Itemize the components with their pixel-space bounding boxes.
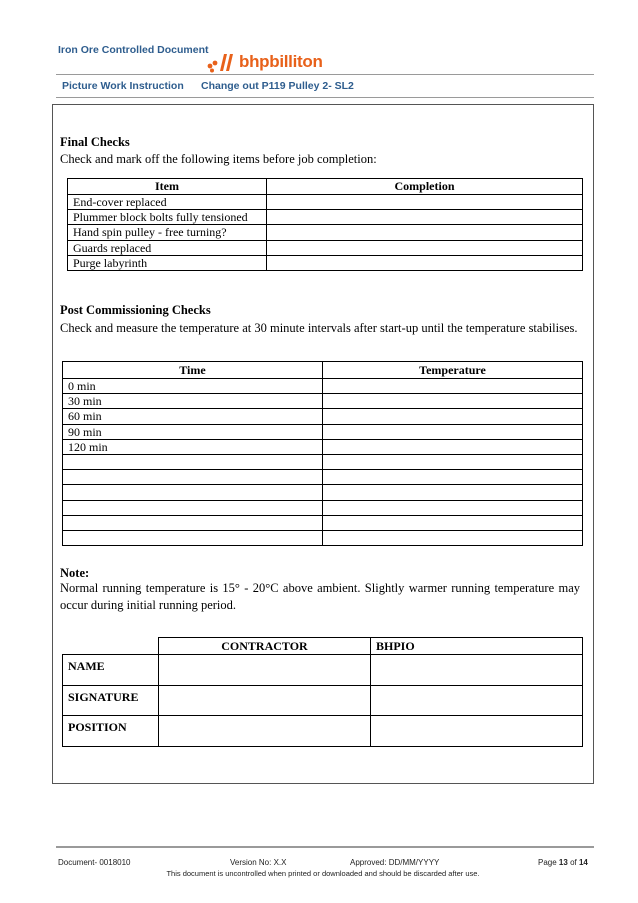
completion-cell[interactable] — [267, 240, 583, 255]
temperature-cell[interactable] — [323, 424, 583, 439]
table-row — [63, 655, 583, 686]
row-label-position: POSITION — [63, 716, 159, 747]
temperature-table — [62, 361, 583, 546]
document-type-label: Picture Work Instruction — [62, 80, 184, 92]
final-checks-table — [67, 178, 583, 271]
table-row — [63, 716, 583, 747]
footer-approved: Approved: DD/MM/YYYY — [350, 858, 440, 867]
time-cell: 30 min — [63, 394, 323, 409]
row-label-signature: SIGNATURE — [63, 685, 159, 716]
footer-page-number — [538, 858, 588, 867]
temperature-cell[interactable] — [323, 485, 583, 500]
table-row — [63, 530, 583, 545]
bhp-billiton-logo — [206, 50, 323, 74]
table-row — [63, 485, 583, 500]
time-cell: 90 min — [63, 424, 323, 439]
table-row — [63, 685, 583, 716]
table-row — [63, 470, 583, 485]
column-header-blank — [63, 638, 159, 655]
column-header-time: Time — [63, 362, 323, 379]
table-row — [63, 424, 583, 439]
controlled-document-label: Iron Ore Controlled Document — [58, 44, 209, 56]
column-header-bhpio: BHPIO — [371, 638, 583, 655]
table-row — [68, 210, 583, 225]
post-commissioning-title: Post Commissioning Checks — [60, 303, 211, 317]
temperature-cell[interactable] — [323, 530, 583, 545]
page-total: 14 — [578, 858, 588, 867]
check-item: Hand spin pulley - free turning? — [68, 225, 267, 240]
final-checks-instruction: Check and mark off the following items before job completion: — [60, 152, 377, 166]
table-row — [68, 240, 583, 255]
time-cell: 60 min — [63, 409, 323, 424]
time-cell: 120 min — [63, 439, 323, 454]
bhpio-name-cell[interactable] — [371, 655, 583, 686]
footer-disclaimer: This document is uncontrolled when printed or downloaded and should be discarded after use. — [166, 869, 480, 878]
table-row — [63, 454, 583, 469]
temperature-cell[interactable] — [323, 409, 583, 424]
completion-cell[interactable] — [267, 210, 583, 225]
temperature-cell[interactable] — [323, 394, 583, 409]
header-divider-lower — [56, 97, 594, 98]
time-cell[interactable] — [63, 485, 323, 500]
completion-cell[interactable] — [267, 195, 583, 210]
temperature-cell[interactable] — [323, 500, 583, 515]
contractor-position-cell[interactable] — [159, 716, 371, 747]
check-item: Plummer block bolts fully tensioned — [68, 210, 267, 225]
temperature-cell[interactable] — [323, 379, 583, 394]
note-title: Note: — [60, 566, 90, 580]
time-cell: 0 min — [63, 379, 323, 394]
check-item: Purge labyrinth — [68, 255, 267, 270]
table-header-row — [63, 362, 583, 379]
signoff-table — [62, 637, 583, 747]
temperature-cell[interactable] — [323, 454, 583, 469]
contractor-name-cell[interactable] — [159, 655, 371, 686]
table-header-row — [68, 179, 583, 195]
check-item: End-cover replaced — [68, 195, 267, 210]
table-row — [63, 500, 583, 515]
table-row — [68, 195, 583, 210]
temperature-cell[interactable] — [323, 470, 583, 485]
temperature-cell[interactable] — [323, 515, 583, 530]
time-cell[interactable] — [63, 454, 323, 469]
page-prefix: Page — [538, 858, 557, 867]
note-text: Normal running temperature is 15° - 20°C above ambient. Slightly warmer running temperature may occur during initial running period. — [60, 581, 580, 612]
column-header-completion: Completion — [267, 179, 583, 195]
time-cell[interactable] — [63, 515, 323, 530]
time-cell[interactable] — [63, 530, 323, 545]
page-of: of — [570, 858, 577, 867]
footer-version: Version No: X.X — [230, 858, 287, 867]
table-row — [63, 409, 583, 424]
document-title: Change out P119 Pulley 2- SL2 — [201, 80, 354, 92]
table-row — [63, 379, 583, 394]
logo-wordmark: bhpbilliton — [239, 52, 323, 71]
temperature-cell[interactable] — [323, 439, 583, 454]
table-row — [68, 255, 583, 270]
footer-divider — [56, 846, 594, 848]
completion-cell[interactable] — [267, 225, 583, 240]
header-divider — [56, 74, 594, 75]
bhp-logo-mark-icon — [206, 51, 236, 73]
column-header-contractor: CONTRACTOR — [159, 638, 371, 655]
row-label-name: NAME — [63, 655, 159, 686]
check-item: Guards replaced — [68, 240, 267, 255]
table-row — [63, 515, 583, 530]
contractor-signature-cell[interactable] — [159, 685, 371, 716]
post-commissioning-instruction: Check and measure the temperature at 30 minute intervals after start-up until the temperature stabilises. — [60, 321, 578, 335]
column-header-temperature: Temperature — [323, 362, 583, 379]
bhpio-signature-cell[interactable] — [371, 685, 583, 716]
table-row — [63, 439, 583, 454]
final-checks-title: Final Checks — [60, 135, 130, 149]
bhpio-position-cell[interactable] — [371, 716, 583, 747]
column-header-item: Item — [68, 179, 267, 195]
table-row — [68, 225, 583, 240]
footer-document-number: Document- 0018010 — [58, 858, 131, 867]
table-row — [63, 394, 583, 409]
time-cell[interactable] — [63, 500, 323, 515]
time-cell[interactable] — [63, 470, 323, 485]
table-header-row — [63, 638, 583, 655]
completion-cell[interactable] — [267, 255, 583, 270]
page-current: 13 — [558, 858, 568, 867]
